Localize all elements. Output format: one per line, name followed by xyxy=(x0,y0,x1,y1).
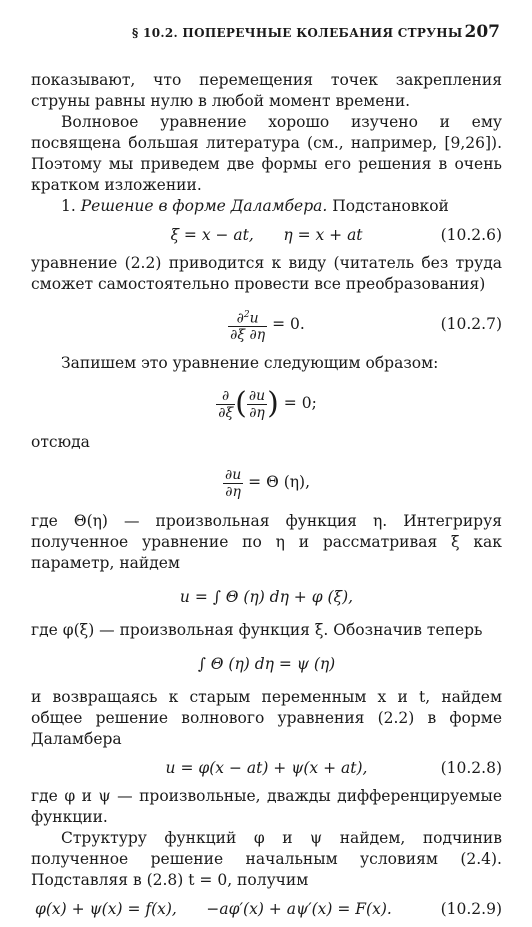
equation-10-2-6 xyxy=(31,223,502,247)
paragraph-10: где φ и ψ — произвольные, дважды дифференцируемые функции. xyxy=(31,787,502,826)
paragraph-5: Запишем это уравнение следующим образом: xyxy=(61,354,439,372)
paragraph-6: отсюда xyxy=(31,433,90,451)
inner-fraction: $\frac{\partial u}{\partial\eta}$ xyxy=(248,387,266,421)
paragraph-9: и возвращаясь к старым переменным x и t, найдем общее решение волнового уравнения (2.2) в форме Даламбера xyxy=(31,688,502,748)
fraction: $\frac{\partial u}{\partial\eta}$ xyxy=(224,466,242,500)
equation-body: ξ = x − at, η = x + at xyxy=(170,226,363,244)
paragraph-7: где Θ(η) — произвольная функция η. Интегрируя полученное уравнение по η и рассматривая ξ как параметр, найдем xyxy=(31,512,502,572)
equation-derivative xyxy=(31,459,502,505)
section-title: § 10.2. ПОПЕРЕЧНЫЕ КОЛЕБАНИЯ СТРУНЫ xyxy=(132,26,463,40)
equation-body: ∫ Θ (η) dη = ψ (η) xyxy=(197,655,336,673)
paragraph-2: Волновое уравнение хорошо изучено и ему посвящена большая литература (см., например, [9,26]). Поэтому мы приведем две формы его решения в очень кратком изложении. xyxy=(31,113,502,194)
list-number: 1. xyxy=(61,197,76,215)
equation-psi-definition xyxy=(31,647,502,681)
equation-rewritten: $\frac{\partial}{\partial\xi}$ ( $\frac{\partial u}{\partial\eta}$ ) = 0; xyxy=(218,386,317,421)
paragraph-11: Структуру функций φ и ψ найдем, подчинив полученное решение начальным условиям (2.4). Подставляя в (2.8) t = 0, получим xyxy=(31,829,502,889)
equation-body: φ(x) + ψ(x) = f(x), −aφ′(x) + aψ′(x) = F(x). xyxy=(35,900,392,918)
equation-number: (10.2.6) xyxy=(440,226,502,244)
paragraph-8: где φ(ξ) — произвольная функция ξ. Обозначив теперь xyxy=(31,621,483,639)
page-number: 207 xyxy=(464,22,500,42)
paragraph-3-rest: Подстановкой xyxy=(332,197,449,215)
running-header xyxy=(40,22,502,48)
equation-rhs: = Θ (η), xyxy=(248,473,311,491)
equation-integral xyxy=(31,580,502,614)
equation-rhs: = 0; xyxy=(283,394,317,412)
italic-heading: Решение в форме Даламбера. xyxy=(80,197,328,215)
equation-number: (10.2.9) xyxy=(440,900,502,918)
equation-body: u = φ(x − at) + ψ(x + at), xyxy=(165,759,368,777)
equation-number: (10.2.8) xyxy=(440,759,502,777)
equation-body: u = ∫ Θ (η) dη + φ (ξ), xyxy=(179,588,354,606)
page-body xyxy=(31,70,502,927)
fraction: $\frac{\partial}{\partial\xi}$ xyxy=(218,387,234,421)
fraction: $\frac{\partial^2u}{\partial\xi \partial\eta}$ xyxy=(228,307,267,344)
paragraph-3 xyxy=(31,196,502,217)
equation-number: (10.2.7) xyxy=(440,315,502,333)
paragraph-1: показывают, что перемещения точек закрепления струны равны нулю в любой момент времени. xyxy=(31,71,502,110)
equation-10-2-8 xyxy=(31,756,502,780)
equation-rhs: = 0. xyxy=(272,315,305,333)
equation-10-2-9 xyxy=(31,897,502,921)
equation-10-2-7 xyxy=(31,301,502,347)
paragraph-4: уравнение (2.2) приводится к виду (читатель без труда сможет самостоятельно провести все преобразования) xyxy=(31,254,502,293)
